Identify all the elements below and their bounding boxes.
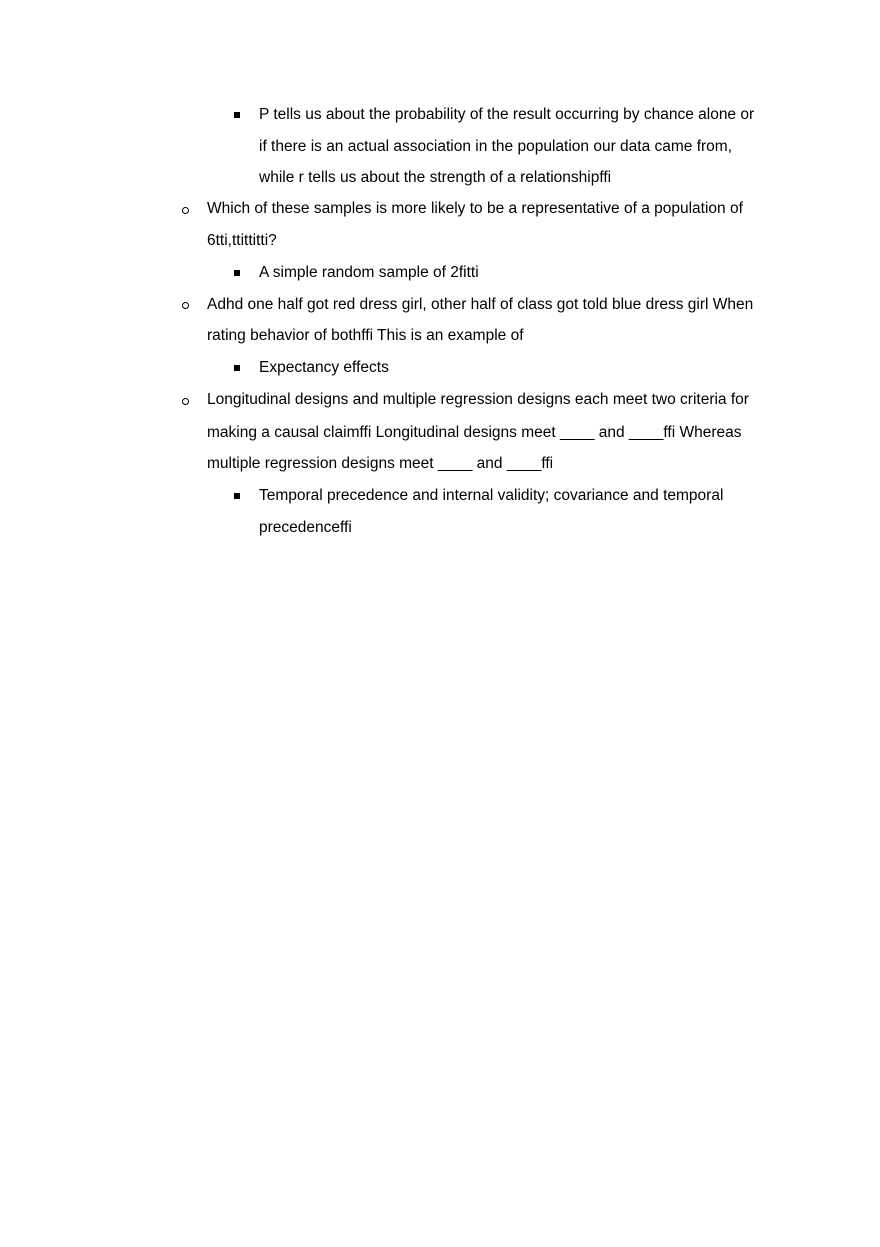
circle-bullet-icon <box>182 302 189 309</box>
question-text-line: Which of these samples is more likely to be a representative of a population of <box>207 200 743 217</box>
square-bullet-icon <box>234 493 240 499</box>
question-text-line: 6tti,ttittitti? <box>207 232 277 249</box>
bullet-text-line: while r tells us about the strength of a relationshipffi <box>259 169 612 186</box>
question-text-line: Longitudinal designs and multiple regression designs each meet two criteria for <box>207 391 749 408</box>
answer-text-line: precedenceffi <box>259 519 352 536</box>
question-text-line: Adhd one half got red dress girl, other half of class got told blue dress girl When <box>207 296 754 313</box>
question-text-line: making a causal claimffi Longitudinal designs meet ____ and ____ffi Whereas <box>207 424 742 441</box>
square-bullet-icon <box>234 112 240 118</box>
question-text-line: rating behavior of bothffi This is an example of <box>207 327 524 344</box>
answer-text-line: A simple random sample of 2fitti <box>259 264 479 281</box>
bullet-text-line: if there is an actual association in the population our data came from, <box>259 138 733 155</box>
answer-text-line: Expectancy effects <box>259 359 389 376</box>
square-bullet-icon <box>234 270 240 276</box>
circle-bullet-icon <box>182 398 189 405</box>
answer-text-line: Temporal precedence and internal validity; covariance and temporal <box>259 487 724 504</box>
square-bullet-icon <box>234 365 240 371</box>
question-text-line: multiple regression designs meet ____ and ____ffi <box>207 455 554 472</box>
circle-bullet-icon <box>182 207 189 214</box>
bullet-text-line: P tells us about the probability of the result occurring by chance alone or <box>259 106 755 123</box>
